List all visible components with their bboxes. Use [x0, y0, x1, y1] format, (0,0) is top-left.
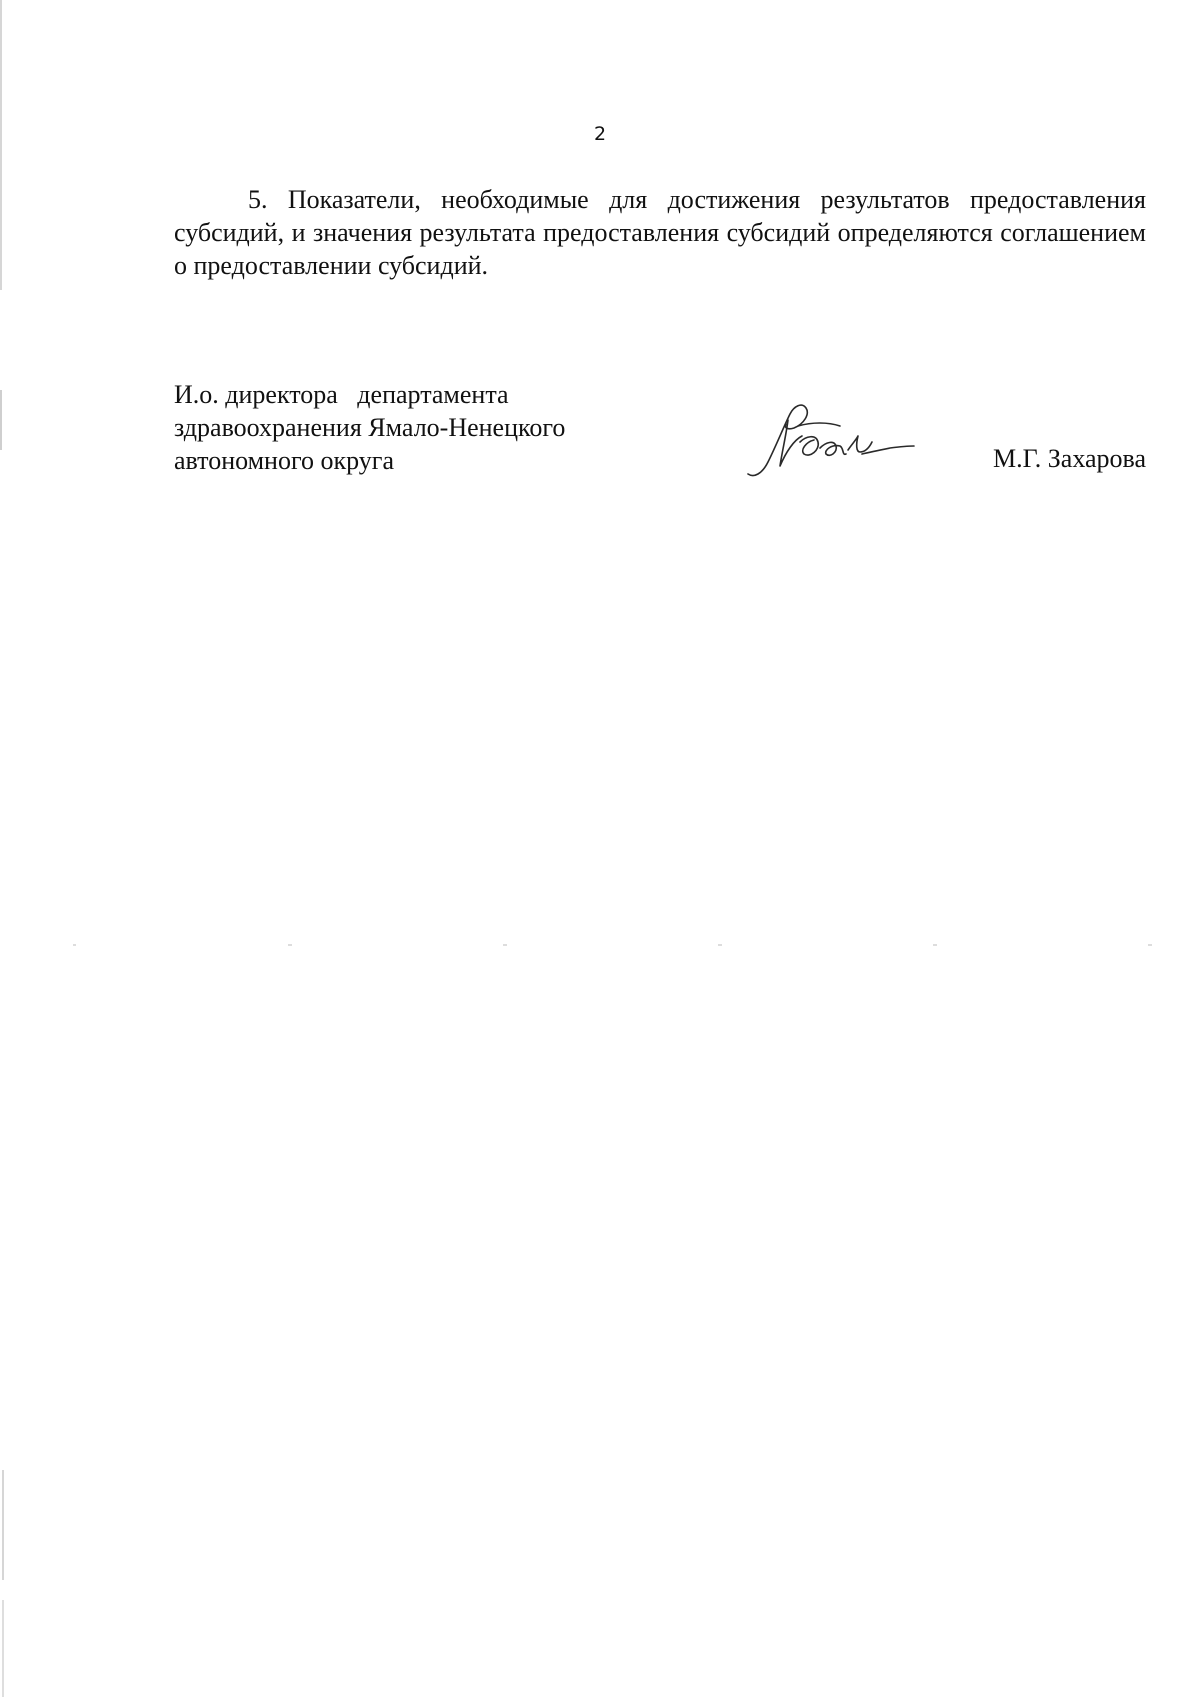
position-line-2: здравоохранения Ямало-Ненецкого [174, 413, 566, 442]
paragraph-5: 5. Показатели, необходимые для достижения результатов предоставления субсидий, и значения результата предоставления субсидий определяются соглашением о предоставлении субсидий. [174, 185, 1146, 280]
page-number: 2 [593, 123, 607, 145]
signatory-position [174, 378, 734, 477]
signer-name: М.Г. Захарова [993, 444, 1146, 473]
position-line-1: И.о. директора департамента [174, 380, 509, 409]
position-line-3: автономного округа [174, 446, 394, 475]
handwritten-signature-icon [740, 392, 920, 488]
